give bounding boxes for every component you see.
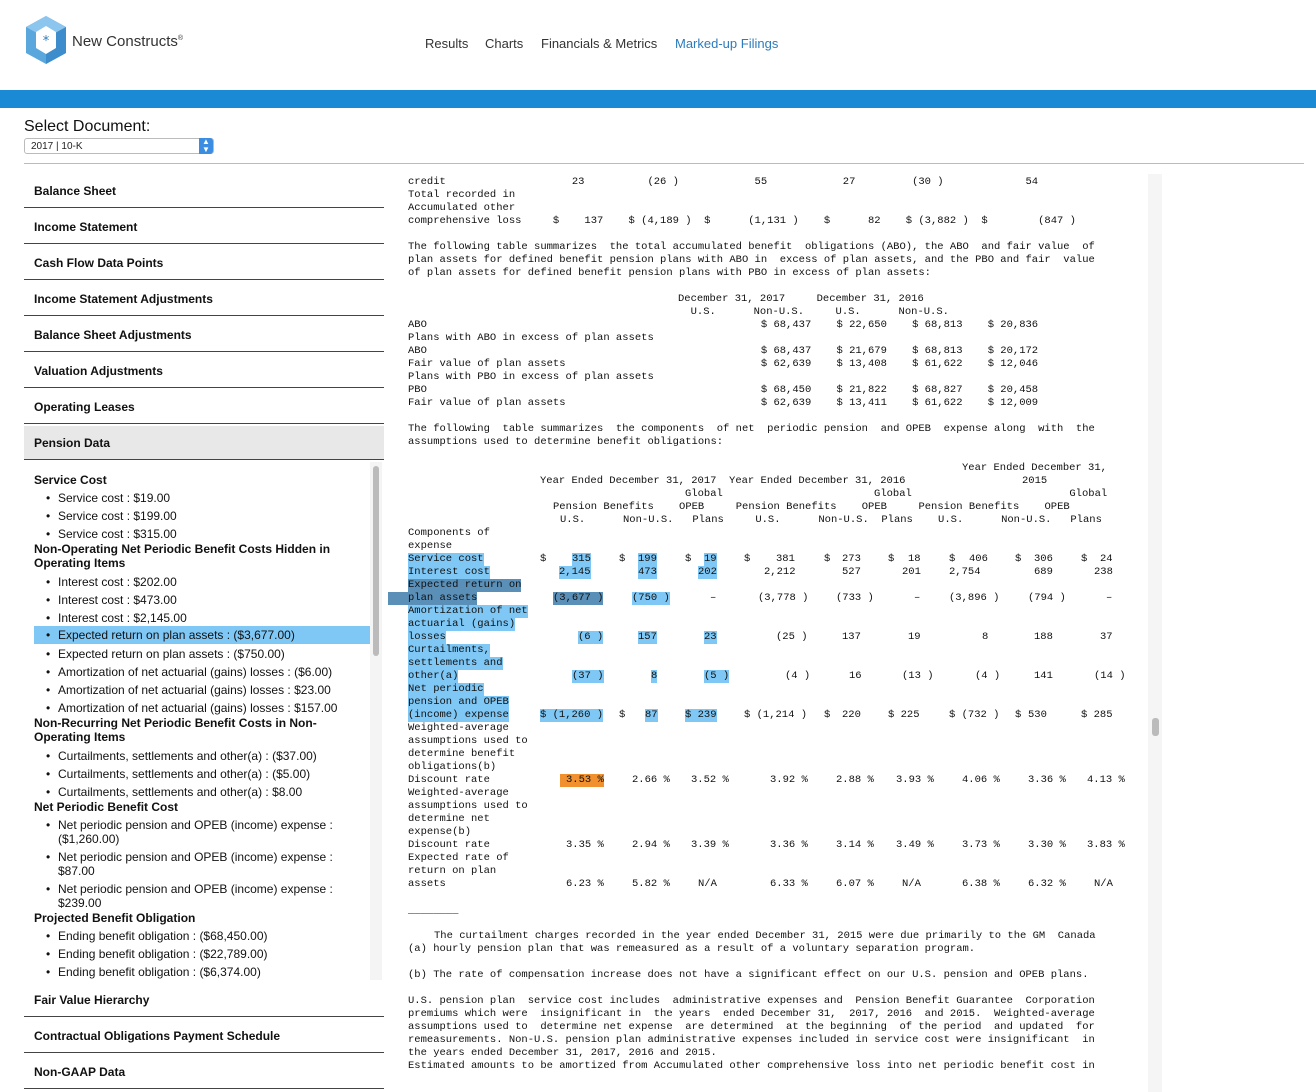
cell: $ 225 <box>888 709 920 721</box>
cell: $ <box>1081 553 1088 565</box>
cell-highlight[interactable]: (6 ) <box>578 631 604 643</box>
cell-highlight[interactable]: 87 <box>645 709 658 721</box>
cell: 6.38 % <box>962 878 1000 890</box>
doc-line: (a) hourly pension plan that was remeasured as a result of a voluntary separation program. <box>408 943 976 955</box>
doc-line: remeasurements. Non-U.S. pension plan administrative expenses included in service cost were insignificant in <box>408 1034 1095 1046</box>
cell: 689 <box>1034 566 1053 578</box>
doc-line: ABO $ 68,437 $ 22,650 $ 68,813 $ 20,836 <box>408 319 1039 331</box>
row-label-service-cost[interactable]: Service cost <box>408 553 484 565</box>
section-income-statement[interactable]: Income Statement <box>24 210 384 244</box>
doc-line: the years ended December 31, 2017, 2016 and 2015. <box>408 1047 717 1059</box>
cell: 2,754 <box>949 566 981 578</box>
cell: N/A <box>1094 878 1113 890</box>
doc-line: obligations(b) <box>408 761 497 773</box>
section-contractual-obligations[interactable]: Contractual Obligations Payment Schedule <box>24 1019 384 1053</box>
row-label-net-periodic[interactable]: pension and OPEB <box>408 696 509 708</box>
row-label-amortization[interactable]: losses <box>408 631 446 643</box>
cell: N/A <box>698 878 717 890</box>
doc-line: Fair value of plan assets $ 62,639 $ 13,411 $ 61,622 $ 12,009 <box>408 397 1039 409</box>
cell: – <box>914 592 921 604</box>
pension-item[interactable]: • Amortization of net actuarial (gains) losses : $23.00 <box>58 683 358 697</box>
cell: – <box>710 592 717 604</box>
row-label-expected-return[interactable]: Expected return on <box>408 579 522 591</box>
doc-line: Accumulated other <box>408 202 516 214</box>
pension-item[interactable]: • Interest cost : $473.00 <box>58 593 358 607</box>
cell: 3.92 % <box>770 774 808 786</box>
doc-line: assumptions used to determine net expense are determined at the beginning of the period and updated for <box>408 1021 1095 1033</box>
doc-line: Year Ended December 31, <box>962 462 1107 474</box>
cell: (4 ) <box>785 670 811 682</box>
cell: 530 <box>1028 709 1047 721</box>
cell: 220 <box>842 709 861 721</box>
row-label-discount-rate: Discount rate <box>408 774 490 786</box>
row-label-amortization[interactable]: actuarial (gains) <box>408 618 516 630</box>
cell: 2.66 % <box>632 774 670 786</box>
doc-line: of plan assets for defined benefit pension plans with PBO in excess of plan assets: <box>408 267 931 279</box>
cell: $ <box>824 709 831 721</box>
doc-line: assumptions used to determine benefit obligations: <box>408 436 724 448</box>
pension-item[interactable]: • Service cost : $19.00 <box>58 491 358 505</box>
cell: 6.32 % <box>1028 878 1066 890</box>
brand-name: New Constructs® <box>72 33 184 50</box>
cell-highlight[interactable]: 202 <box>698 566 717 578</box>
svg-text:*: * <box>42 34 50 49</box>
section-balance-sheet-adjustments[interactable]: Balance Sheet Adjustments <box>24 318 384 352</box>
cell: (4 ) <box>975 670 1001 682</box>
doc-line: determine net <box>408 813 490 825</box>
section-fair-value-hierarchy[interactable]: Fair Value Hierarchy <box>24 983 384 1017</box>
row-label-expected-rate: assets <box>408 878 446 890</box>
cell-highlight[interactable]: $ (1,260 ) <box>540 709 604 721</box>
accent-bar <box>0 90 1316 108</box>
cell: $ <box>685 553 692 565</box>
row-label-interest-cost[interactable]: Interest cost <box>408 566 490 578</box>
pension-item[interactable]: • Net periodic pension and OPEB (income) expense : $87.00 <box>58 850 358 878</box>
document-scrollbar-thumb[interactable] <box>1152 718 1159 736</box>
pension-item[interactable]: • Interest cost : $202.00 <box>58 575 358 589</box>
cell: $ <box>888 553 895 565</box>
group-non-recurring: Non-Recurring Net Periodic Benefit Costs in Non-Operating Items <box>34 716 317 744</box>
footnote-rule: ________ <box>408 905 459 917</box>
pension-item[interactable]: • Ending benefit obligation : ($68,450.00) <box>58 929 358 943</box>
cell: 201 <box>902 566 921 578</box>
doc-line: U.S. pension plan service cost includes administrative expenses and Pension Benefit Guarantee Corporation <box>408 995 1095 1007</box>
doc-line: Year Ended December 31, 2017 Year Ended December 31, 2016 <box>540 475 906 487</box>
pension-item[interactable]: • Net periodic pension and OPEB (income) expense : $239.00 <box>58 882 358 910</box>
cell: (3,896 ) <box>949 592 1000 604</box>
doc-line: Plans with PBO in excess of plan assets <box>408 371 654 383</box>
doc-line: determine benefit <box>408 748 516 760</box>
cell: 3.36 % <box>1028 774 1066 786</box>
new-constructs-logo-icon[interactable] <box>22 14 70 66</box>
group-non-operating: Non-Operating Net Periodic Benefit Costs Hidden in Operating Items <box>34 542 331 570</box>
doc-line: December 31, 2017 December 31, 2016 <box>678 293 924 305</box>
cell: 3.36 % <box>770 839 808 851</box>
section-valuation-adjustments[interactable]: Valuation Adjustments <box>24 354 384 388</box>
cell-highlight-selected[interactable]: (3,677 ) <box>553 592 604 604</box>
pension-item[interactable]: • Curtailments, settlements and other(a) : $8.00 <box>58 785 358 799</box>
doc-line: Pension Benefits OPEB Pension Benefits OPEB Pension Benefits OPEB <box>553 501 1070 513</box>
pension-data-panel <box>24 462 382 980</box>
doc-line: ABO $ 68,437 $ 21,679 $ 68,813 $ 20,172 <box>408 345 1039 357</box>
cell-highlight[interactable]: 473 <box>638 566 657 578</box>
cell: 18 <box>908 553 921 565</box>
section-pension-data[interactable]: Pension Data <box>24 426 384 460</box>
row-label-discount-rate: Discount rate <box>408 839 490 851</box>
cell: 5.82 % <box>632 878 670 890</box>
doc-line: return on plan <box>408 865 497 877</box>
cell: (13 ) <box>902 670 934 682</box>
doc-line: Weighted-average <box>408 787 509 799</box>
cell: 8 <box>982 631 989 643</box>
doc-line: comprehensive loss $ 137 $ (4,189 ) $ (1,131 ) $ 82 $ (3,882 ) $ (847 ) <box>408 215 1076 227</box>
nav-results[interactable]: Results <box>425 36 469 51</box>
cell: 3.30 % <box>1028 839 1066 851</box>
cell-highlight[interactable]: 315 <box>572 553 591 565</box>
doc-line: Expected rate of <box>408 852 509 864</box>
cell: (14 ) <box>1094 670 1126 682</box>
cell-highlight[interactable]: 2,145 <box>559 566 591 578</box>
doc-line: expense(b) <box>408 826 472 838</box>
cell: 4.13 % <box>1087 774 1125 786</box>
header <box>0 0 1316 90</box>
cell: $ <box>1015 553 1022 565</box>
row-label-curtailments[interactable]: settlements and <box>408 657 503 669</box>
group-projected-benefit: Projected Benefit Obligation <box>34 911 196 925</box>
cell: 3.83 % <box>1087 839 1125 851</box>
doc-line: U.S. Non-U.S. Plans U.S. Non-U.S. Plans U.S. Non-U.S. Plans <box>560 514 1102 526</box>
select-document-label: Select Document: <box>24 118 151 135</box>
cell: (3,778 ) <box>758 592 809 604</box>
doc-line: Plans with ABO in excess of plan assets <box>408 332 654 344</box>
row-label-expected-return[interactable]: plan assets <box>388 592 477 605</box>
cell: $ <box>619 553 626 565</box>
row-label-net-periodic[interactable]: (income) expense <box>408 709 509 721</box>
cell: 3.93 % <box>896 774 934 786</box>
section-operating-leases[interactable]: Operating Leases <box>24 390 384 424</box>
cell: $ (732 ) <box>949 709 1000 721</box>
pension-item[interactable]: • Curtailments, settlements and other(a) : ($5.00) <box>58 767 358 781</box>
document-select[interactable] <box>24 138 214 154</box>
document-select-value: 2017 | 10-K <box>31 141 83 152</box>
doc-line: PBO $ 68,450 $ 21,822 $ 68,827 $ 20,458 <box>408 384 1039 396</box>
doc-line: (b) The rate of compensation increase does not have a significant effect on our U.S. pension and OPEB plans. <box>408 969 1089 981</box>
doc-line: Weighted-average <box>408 722 509 734</box>
document-scrollbar[interactable] <box>1148 174 1162 1092</box>
section-non-gaap-data[interactable]: Non-GAAP Data <box>24 1055 384 1089</box>
nav-financials-metrics[interactable]: Financials & Metrics <box>541 36 658 51</box>
cell: 381 <box>776 553 795 565</box>
group-net-periodic: Net Periodic Benefit Cost <box>34 800 179 814</box>
cell: $ <box>949 553 956 565</box>
cell: 3.73 % <box>962 839 1000 851</box>
row-label-curtailments[interactable]: Curtailments, <box>408 644 490 656</box>
panel-scrollbar[interactable] <box>370 462 382 980</box>
doc-line: assumptions used to <box>408 800 528 812</box>
doc-line: plan assets for defined benefit pension plans with ABO in excess of plan assets, and the PBO and fair value <box>408 254 1095 266</box>
cell: (794 ) <box>1028 592 1066 604</box>
cell-highlight[interactable]: 199 <box>638 553 657 565</box>
doc-line: 2015 <box>1022 475 1048 487</box>
doc-line: The following table summarizes the components of net periodic pension and OPEB expense along with the <box>408 423 1095 435</box>
cell-highlight-orange[interactable]: 3.53 % <box>560 774 604 787</box>
cell: 16 <box>849 670 862 682</box>
cell-highlight[interactable]: $ 239 <box>685 709 717 721</box>
doc-line: credit 23 (26 ) 55 27 (30 ) 54 <box>408 176 1039 188</box>
group-service-cost: Service Cost <box>34 473 107 487</box>
row-label-net-periodic[interactable]: Net periodic <box>408 683 484 695</box>
doc-line: Global Global Global <box>685 488 1108 500</box>
section-cash-flow-data-points[interactable]: Cash Flow Data Points <box>24 246 384 280</box>
doc-line: U.S. Non-U.S. U.S. Non-U.S. <box>678 306 949 318</box>
cell: 19 <box>908 631 921 643</box>
doc-line: assumptions used to <box>408 735 528 747</box>
panel-scrollbar-thumb[interactable] <box>373 466 379 656</box>
cell: 3.35 % <box>566 839 604 851</box>
pension-item-selected[interactable]: • Expected return on plan assets : ($3,677.00) <box>34 626 378 644</box>
row-label-amortization[interactable]: Amortization of net <box>408 605 528 617</box>
doc-line: The following table summarizes the total accumulated benefit obligations (ABO), the ABO and fair value of <box>408 241 1095 253</box>
cell: 37 <box>1100 631 1113 643</box>
cell: 2,212 <box>764 566 796 578</box>
cell: $ <box>619 709 626 721</box>
pension-item[interactable]: • Service cost : $199.00 <box>58 509 358 523</box>
cell: 2.88 % <box>836 774 874 786</box>
section-balance-sheet[interactable]: Balance Sheet <box>24 174 384 208</box>
cell: 527 <box>842 566 861 578</box>
divider <box>24 163 1304 164</box>
cell: $ (1,214 ) <box>744 709 808 721</box>
cell-highlight[interactable]: (5 ) <box>704 670 730 682</box>
nav-charts[interactable]: Charts <box>485 36 524 51</box>
doc-line: Fair value of plan assets $ 62,639 $ 13,408 $ 61,622 $ 12,046 <box>408 358 1039 370</box>
pension-item[interactable]: • Net periodic pension and OPEB (income) expense : ($1,260.00) <box>58 818 358 846</box>
row-label-curtailments[interactable]: other(a) <box>408 670 459 682</box>
cell: 6.07 % <box>836 878 874 890</box>
cell: $ <box>744 553 751 565</box>
pension-item[interactable]: • Expected return on plan assets : ($750.00) <box>58 647 358 661</box>
cell: 24 <box>1100 553 1113 565</box>
pension-item[interactable]: • Service cost : $315.00 <box>58 527 358 541</box>
cell-highlight[interactable]: 19 <box>704 553 717 565</box>
cell-highlight[interactable]: 8 <box>651 670 658 682</box>
cell: 188 <box>1034 631 1053 643</box>
nav-marked-up-filings[interactable]: Marked-up Filings <box>675 36 779 51</box>
cell: 6.23 % <box>566 878 604 890</box>
cell: (25 ) <box>776 631 808 643</box>
doc-line: Total recorded in <box>408 189 516 201</box>
cell: 273 <box>842 553 861 565</box>
cell: – <box>1106 592 1113 604</box>
cell: N/A <box>902 878 921 890</box>
cell-highlight[interactable]: (37 ) <box>572 670 604 682</box>
pension-item[interactable]: • Ending benefit obligation : ($6,374.00) <box>58 965 358 979</box>
select-arrows-icon: ▲ ▼ <box>199 138 213 154</box>
cell: 238 <box>1094 566 1113 578</box>
doc-line: The curtailment charges recorded in the year ended December 31, 2015 were due primarily to the GM Canada <box>434 930 1096 942</box>
cell: 406 <box>969 553 988 565</box>
cell: (733 ) <box>836 592 874 604</box>
cell: 141 <box>1034 670 1053 682</box>
cell: 3.52 % <box>691 774 729 786</box>
section-income-statement-adjustments[interactable]: Income Statement Adjustments <box>24 282 384 316</box>
doc-line: Components of <box>408 527 490 539</box>
pension-item[interactable]: • Interest cost : $2,145.00 <box>58 611 358 625</box>
pension-item[interactable]: • Amortization of net actuarial (gains) losses : ($6.00) <box>58 665 358 679</box>
cell: 306 <box>1034 553 1053 565</box>
cell: 4.06 % <box>962 774 1000 786</box>
cell: 3.39 % <box>691 839 729 851</box>
doc-line: Estimated amounts to be amortized from Accumulated other comprehensive loss into net periodic benefit cost in <box>408 1060 1095 1072</box>
cell: 3.49 % <box>896 839 934 851</box>
cell: 3.14 % <box>836 839 874 851</box>
cell-highlight[interactable]: 23 <box>704 631 717 643</box>
cell: $ <box>1015 709 1022 721</box>
pension-item[interactable]: • Curtailments, settlements and other(a) : ($37.00) <box>58 749 358 763</box>
doc-line: premiums which were insignificant in the years ended December 31, 2017, 2016 and 2015. Weighted-average <box>408 1008 1095 1020</box>
cell: $ <box>540 553 547 565</box>
cell: $ 285 <box>1081 709 1113 721</box>
filing-document <box>388 174 1148 1092</box>
cell: 6.33 % <box>770 878 808 890</box>
cell-highlight[interactable]: 157 <box>638 631 657 643</box>
cell: 137 <box>842 631 861 643</box>
cell-highlight[interactable]: (750 ) <box>632 592 670 604</box>
doc-line: expense <box>408 540 453 552</box>
cell: 2.94 % <box>632 839 670 851</box>
pension-item[interactable]: • Ending benefit obligation : ($22,789.00) <box>58 947 358 961</box>
cell: $ <box>824 553 831 565</box>
pension-item[interactable]: • Amortization of net actuarial (gains) losses : $157.00 <box>58 701 358 715</box>
